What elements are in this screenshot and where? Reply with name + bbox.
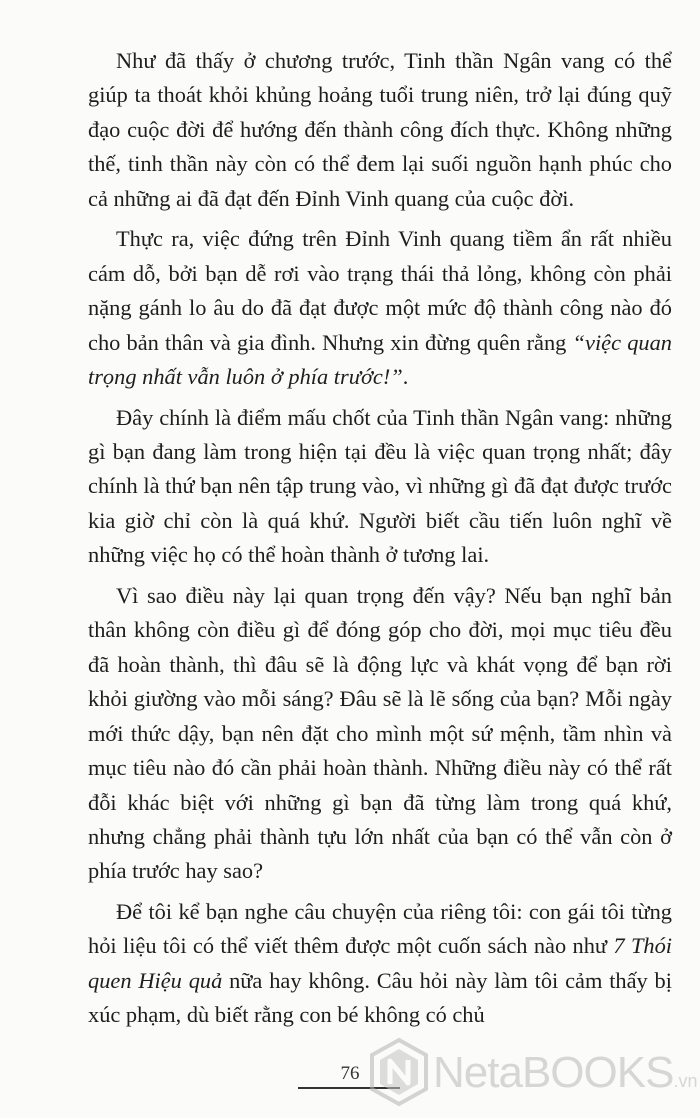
paragraph-5 (88, 895, 672, 1033)
paragraph-2-quote: “việc quan trọng nhất vẫn luôn ở phía trước!” (88, 329, 672, 390)
paragraph-5-end: nữa hay không. Câu hỏi này làm tôi cảm thấy bị xúc phạm, dù biết rằng con bé không có chủ (88, 967, 672, 1028)
page-number: 76 (340, 1063, 360, 1084)
paragraph-5-text: Để tôi kể bạn nghe câu chuyện của riêng tôi: con gái tôi từng hỏi liệu tôi có thể viết thêm được một cuốn sách nào như (88, 898, 672, 959)
paragraph-1 (88, 44, 672, 216)
netabooks-logo-icon (369, 1037, 429, 1107)
body-text (88, 44, 672, 1033)
paragraph-3 (88, 401, 672, 573)
watermark-domain: .vn (673, 1071, 698, 1091)
paragraph-2-text: Thực ra, việc đứng trên Đỉnh Vinh quang tiềm ẩn rất nhiều cám dỗ, bởi bạn dễ rơi vào trạng thái thả lỏng, không còn phải nặng gánh lo âu do đã đạt được một mức độ thành công nào đó cho bản thân và gia đình. Nhưng xin đừng quên rằng (88, 226, 672, 355)
paragraph-4-text: Vì sao điều này lại quan trọng đến vậy? Nếu bạn nghĩ bản thân không còn điều gì để đóng góp cho đời, mọi mục tiêu đều đã hoàn thành, thì đâu sẽ là động lực và khát vọng để bạn rời khỏi giường vào mỗi sáng? Đâu sẽ là lẽ sống của bạn? Mỗi ngày mới thức dậy, bạn nên đặt cho mình một sứ mệnh, tầm nhìn và mục tiêu nào đó cần phải hoàn thành. Những điều này có thể rất đỗi khác biệt với những gì bạn đã từng làm trong quá khứ, nhưng chẳng phải thành tựu lớn nhất của bạn có thể vẫn còn ở phía trước hay sao? (88, 582, 672, 884)
paragraph-2 (88, 222, 672, 394)
paragraph-3-text: Đây chính là điểm mấu chốt của Tinh thần Ngân vang: những gì bạn đang làm trong hiện tại đều là việc quan trọng nhất; đây chính là thứ bạn nên tập trung vào, vì những gì đã đạt được trước kia giờ chỉ còn là quá khứ. Người biết cầu tiến luôn nghĩ về những việc họ có thể hoàn thành ở tương lai. (88, 404, 672, 568)
watermark-text (433, 1048, 697, 1106)
paragraph-4 (88, 579, 672, 889)
paragraph-2-end: . (402, 364, 409, 390)
watermark (365, 1034, 698, 1110)
paragraph-1-text: Như đã thấy ở chương trước, Tinh thần Ngân vang có thể giúp ta thoát khỏi khủng hoảng tuổi trung niên, trở lại đúng quỹ đạo cuộc đời để hướng đến thành công đích thực. Không những thế, tinh thần này còn có thể đem lại suối nguồn hạnh phúc cho cả những ai đã đạt đến Đỉnh Vinh quang của cuộc đời. (88, 48, 672, 211)
watermark-brand: NetaBOOKS (433, 1048, 674, 1097)
paragraph-5-book-title: 7 Thói quen Hiệu quả (88, 933, 673, 993)
